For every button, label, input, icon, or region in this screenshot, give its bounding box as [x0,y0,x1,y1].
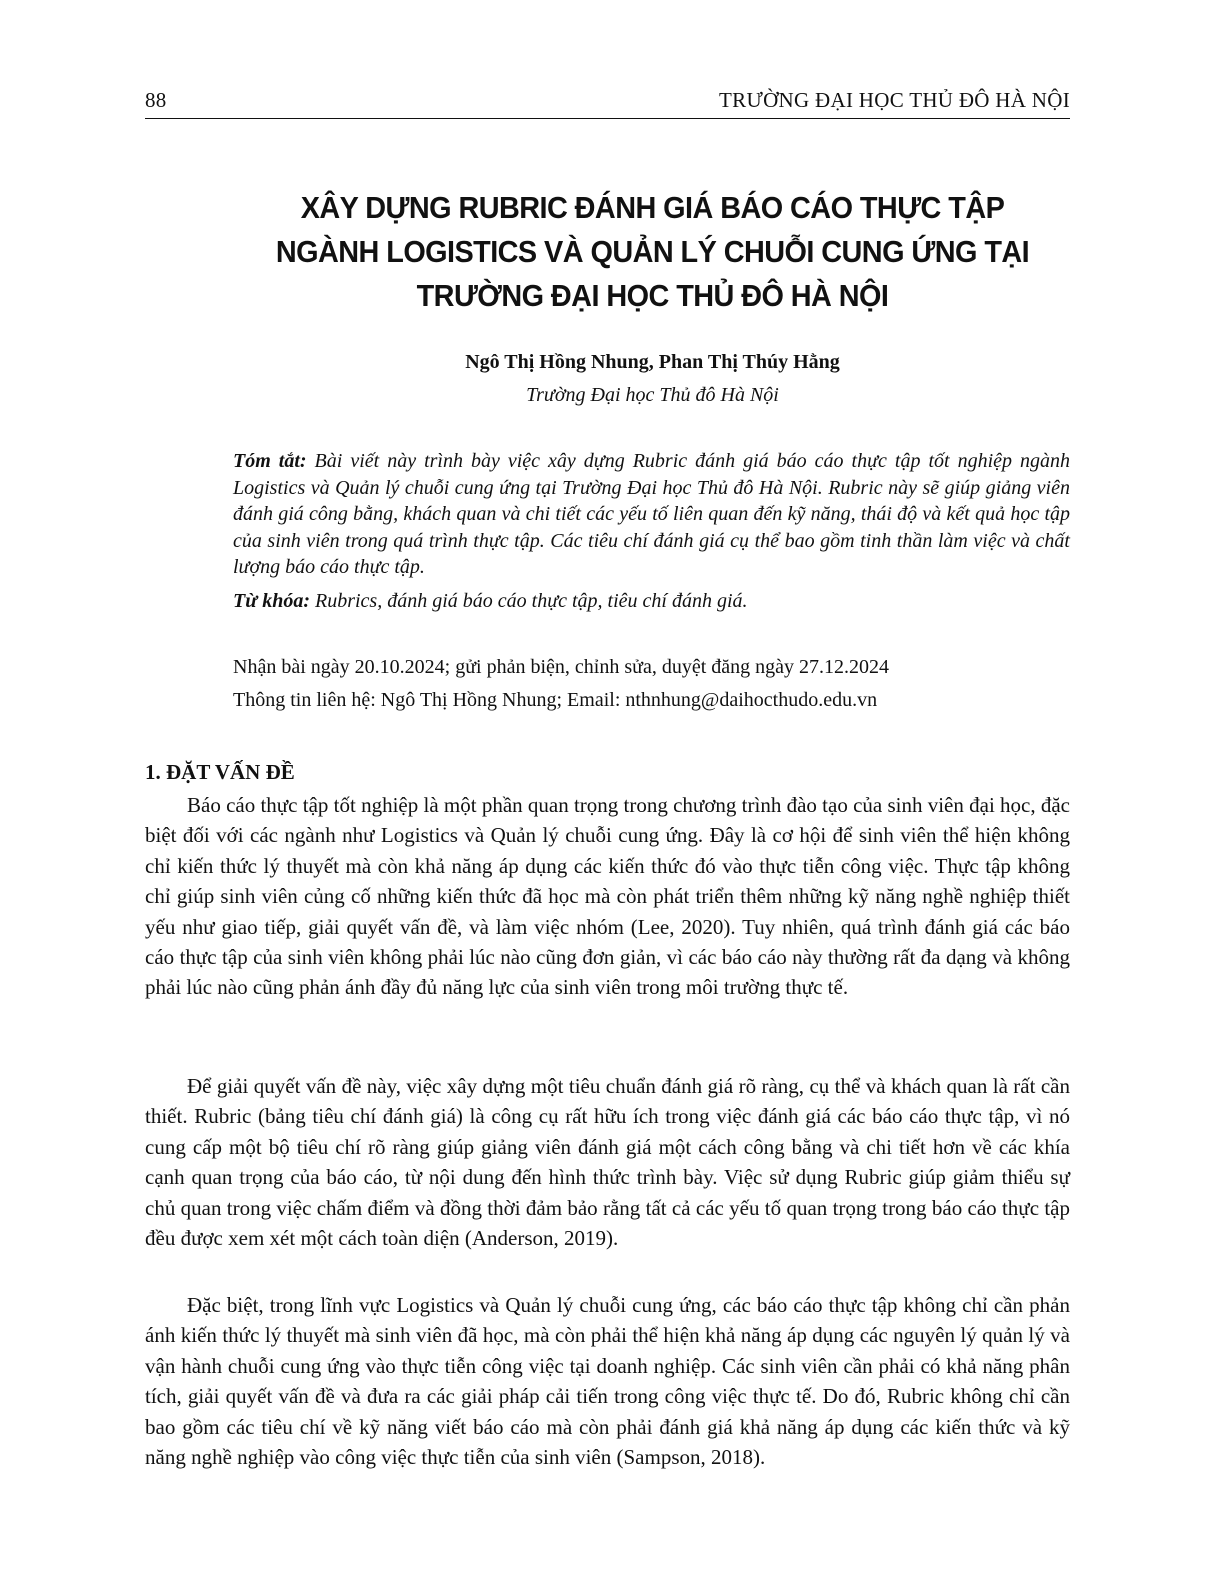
body-paragraph: Báo cáo thực tập tốt nghiệp là một phần quan trọng trong chương trình đào tạo của sinh viên đại học, đặc biệt đối với các ngành như Logistics và Quản lý chuỗi cung ứng. Đây là cơ hội để sinh viên thể hiện không chỉ kiến thức lý thuyết mà còn khả năng áp dụng các kiến thức đó vào thực tiễn công việc. Thực tập không chỉ giúp sinh viên củng cố những kiến thức đã học mà còn phát triển thêm những kỹ năng nghề nghiệp thiết yếu như giao tiếp, giải quyết vấn đề, và làm việc nhóm (Lee, 2020). Tuy nhiên, quá trình đánh giá các báo cáo thực tập của sinh viên không phải lúc nào cũng đơn giản, vì các báo cáo này thường rất đa dạng và không phải lúc nào cũng phản ánh đầy đủ năng lực của sinh viên trong môi trường thực tế. [145,793,1070,1000]
page-number: 88 [145,88,167,112]
title-line-3: TRƯỜNG ĐẠI HỌC THỦ ĐÔ HÀ NỘI [416,278,889,313]
article-title [194,186,1110,318]
keywords [233,590,1070,613]
section-heading: 1. ĐẶT VẤN ĐỀ [145,760,295,784]
title-line-2: NGÀNH LOGISTICS VÀ QUẢN LÝ CHUỖI CUNG ỨNG TẠI [275,234,1030,269]
running-header [145,84,1070,119]
keywords-text: Rubrics, đánh giá báo cáo thực tập, tiêu chí đánh giá. [314,590,748,612]
received-dates: Nhận bài ngày 20.10.2024; gửi phản biện, chỉnh sửa, duyệt đăng ngày 27.12.2024 [233,656,890,678]
authors: Ngô Thị Hồng Nhung, Phan Thị Thúy Hằng [465,351,840,373]
abstract-label: Tóm tắt: [233,450,307,472]
keywords-label: Từ khóa: [233,590,310,612]
contact-info: Thông tin liên hệ: Ngô Thị Hồng Nhung; Email: nthnhung@daihocthudo.edu.vn [233,689,878,711]
abstract [233,448,1070,581]
title-line-1: XÂY DỰNG RUBRIC ĐÁNH GIÁ BÁO CÁO THỰC TẬP [300,190,1005,225]
abstract-text: Bài viết này trình bày việc xây dựng Rubric đánh giá báo cáo thực tập tốt nghiệp ngành Logistics và Quản lý chuỗi cung ứng tại Trường Đại học Thủ đô Hà Nội. Rubric này sẽ giúp giảng viên đánh giá công bằng, khách quan và chi tiết các yếu tố liên quan đến kỹ năng, thái độ và kết quả học tập của sinh viên trong quá trình thực tập. Các tiêu chí đánh giá cụ thể bao gồm tinh thần làm việc và chất lượng báo cáo thực tập. [233,450,1070,578]
body-paragraph: Để giải quyết vấn đề này, việc xây dựng một tiêu chuẩn đánh giá rõ ràng, cụ thể và khách quan là rất cần thiết. Rubric (bảng tiêu chí đánh giá) là công cụ rất hữu ích trong việc đánh giá các báo cáo thực tập, vì nó cung cấp một bộ tiêu chí rõ ràng giúp giảng viên đánh giá một cách công bằng và chi tiết hơn về các khía cạnh quan trọng của báo cáo, từ nội dung đến hình thức trình bày. Việc sử dụng Rubric giúp giảm thiểu sự chủ quan trong việc chấm điểm và đồng thời đảm bảo rằng tất cả các yếu tố quan trọng trong báo cáo thực tập đều được xem xét một cách toàn diện (Anderson, 2019). [145,1074,1070,1251]
affiliation: Trường Đại học Thủ đô Hà Nội [526,384,779,406]
journal-name: TRƯỜNG ĐẠI HỌC THỦ ĐÔ HÀ NỘI [719,88,1070,112]
body-paragraph: Đặc biệt, trong lĩnh vực Logistics và Quản lý chuỗi cung ứng, các báo cáo thực tập không chỉ cần phản ánh kiến thức lý thuyết mà sinh viên đã học, mà còn phải thể hiện khả năng áp dụng các nguyên lý quản lý và vận hành chuỗi cung ứng vào thực tiễn công việc tại doanh nghiệp. Các sinh viên cần phải có khả năng phân tích, giải quyết vấn đề và đưa ra các giải pháp cải tiến trong công việc thực tế. Do đó, Rubric không chỉ cần bao gồm các tiêu chí về kỹ năng viết báo cáo mà còn phải đánh giá khả năng áp dụng các kiến thức và kỹ năng nghề nghiệp vào công việc thực tiễn của sinh viên (Sampson, 2018). [145,1293,1070,1470]
